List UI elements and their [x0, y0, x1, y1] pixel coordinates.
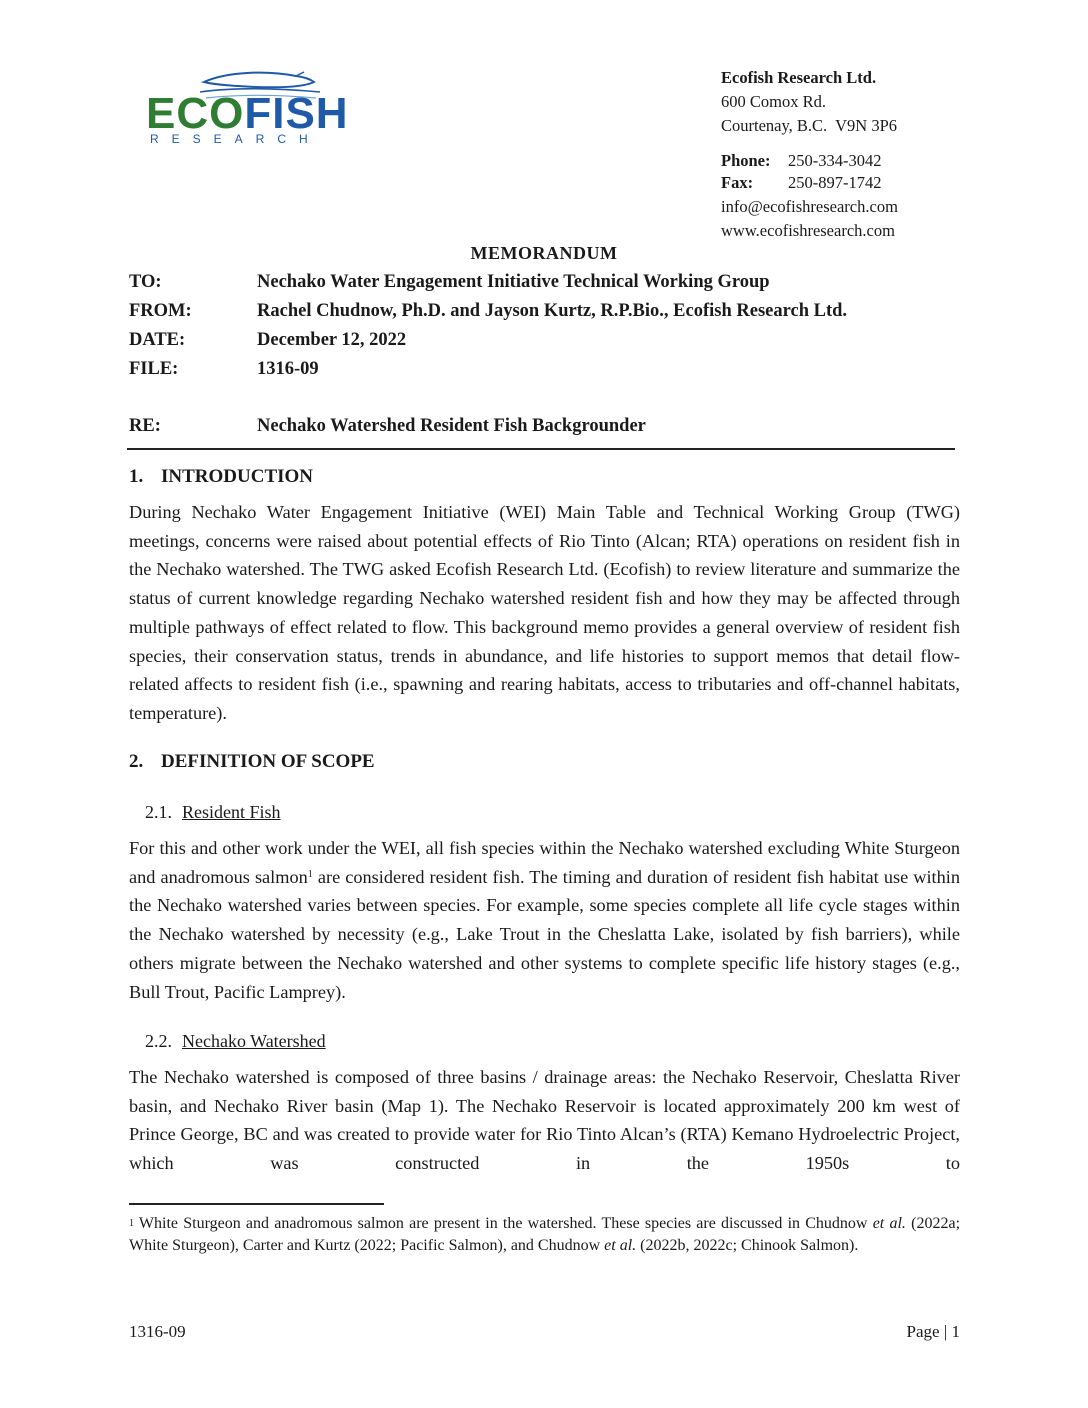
phone-number: 250-334-3042 [788, 151, 882, 170]
footer-page-number: Page | 1 [906, 1322, 960, 1341]
resident-fish-paragraph: For this and other work under the WEI, all fish species within the Nechako watershed excluding White Sturgeon and anadromous salmon$^1$ are considered resident fish. The timing and duration of resident fish habitat use within the Nechako watershed varies between species. For example, some species complete all life cycle stages within the Nechako watershed by necessity (e.g., Lake Trout in the Cheslatta Lake, isolated by fish barriers), while others migrate between the Nechako watershed and other systems to complete specific life history stages (e.g., Bull Trout, Pacific Lamprey). [129, 838, 961, 1002]
website-link[interactable]: www.ecofishresearch.com [721, 221, 895, 240]
company-name: Ecofish Research Ltd. [721, 68, 877, 87]
subsection-heading-nechako-watershed: 2.2. Nechako Watershed [145, 1031, 326, 1051]
nechako-watershed-paragraph: The Nechako watershed is composed of three basins / drainage areas: the Nechako Reservoir, Cheslatta River basin, and Nechako River basin (Map 1). The Nechako Reservoir is located approximately 200 km west of Prince George, BC and was created to provide water for Rio Tinto Alcan’s (RTA) Kemano Hydroelectric Project, which was constructed in the 1950s to [129, 1067, 960, 1174]
introduction-paragraph: During Nechako Water Engagement Initiative (WEI) Main Table and Technical Working Group (TWG) meetings, concerns were raised about potential effects of Rio Tinto (Alcan; RTA) operations on resident fish in the Nechako watershed. The TWG asked Ecofish Research Ltd. (Ecofish) to review literature and summarize the status of current knowledge regarding Nechako watershed resident fish and how they may be affected through multiple pathways of effect related to flow. This background memo provides a general overview of resident fish species, their conservation status, trends in abundance, and life histories to support memos that detail flow-related affects to resident fish (i.e., spawning and rearing habitats, access to tributaries and off-channel habitats, temperature). [129, 502, 960, 723]
footnote-ref[interactable]: 1 [307, 868, 313, 880]
footnote-divider [129, 1203, 384, 1205]
email-link[interactable]: info@ecofishresearch.com [721, 197, 898, 216]
memo-title: MEMORANDUM [470, 243, 618, 263]
section-heading-introduction: 1. INTRODUCTION [129, 466, 314, 487]
footer-file-number: 1316-09 [129, 1322, 186, 1341]
ecofish-logo [140, 70, 349, 146]
memo-from: FROM: Rachel Chudnow, Ph.D. and Jayson Kurtz, R.P.Bio., Ecofish Research Ltd. [129, 301, 848, 321]
address-line-2: Courtenay, B.C. V9N 3P6 [721, 116, 898, 135]
section-heading-scope: 2. DEFINITION OF SCOPE [129, 751, 375, 772]
logo-subtitle: RESEARCH [150, 132, 321, 146]
fax-row: Fax: 250-897-1742 [721, 173, 882, 192]
company-address [721, 66, 897, 138]
header-divider [127, 448, 955, 450]
company-contact [721, 150, 882, 194]
logo-wordmark: ECOFISH [146, 89, 349, 138]
company-web [721, 195, 898, 243]
subsection-heading-resident-fish: 2.1. Resident Fish [145, 802, 281, 822]
memo-file: FILE: 1316-09 [129, 359, 319, 379]
address-line-1: 600 Comox Rd. [721, 92, 826, 111]
memo-to: TO: Nechako Water Engagement Initiative Technical Working Group [129, 272, 770, 292]
memo-re: RE: Nechako Watershed Resident Fish Backgrounder [129, 416, 646, 436]
fax-number: 250-897-1742 [788, 173, 882, 192]
footnote: $^1$ White Sturgeon and anadromous salmon are present in the watershed. These species are discussed in Chudnow et al. (2022a; White Sturgeon), Carter and Kurtz (2022; Pacific Salmon), and Chudnow et al. (2022b, 2022c; Chinook Salmon). [129, 1215, 961, 1254]
phone-row: Phone: 250-334-3042 [721, 151, 882, 170]
memo-date: DATE: December 12, 2022 [129, 330, 407, 350]
